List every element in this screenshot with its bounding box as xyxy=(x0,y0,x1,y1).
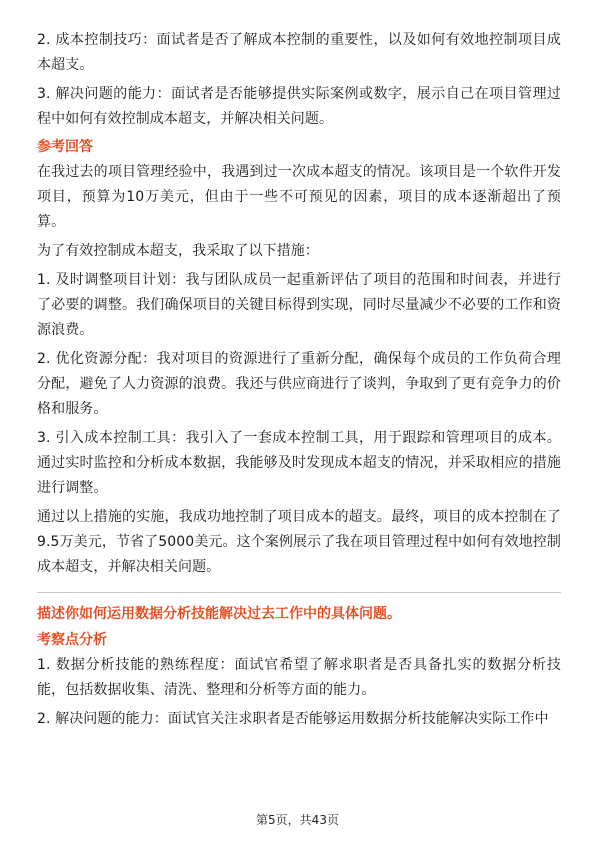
assessment-item-2: 2. 成本控制技巧：面试者是否了解成本控制的重要性，以及如何有效地控制项目成本超支。 xyxy=(37,32,561,73)
answer-measure-2: 2. 优化资源分配：我对项目的资源进行了重新分配，确保每个成员的工作负荷合理分配，避免了人力资源的浪费。我还与供应商进行了谈判，争取到了更有竞争力的价格和服务。 xyxy=(37,351,561,417)
analysis-item-1: 1. 数据分析技能的熟练程度：面试官希望了解求职者是否具备扎实的数据分析技能，包括数据收集、清洗、整理和分析等方面的能力。 xyxy=(37,657,561,698)
question-title: 描述你如何运用数据分析技能解决过去工作中的具体问题。 xyxy=(37,606,401,622)
answer-measure-1: 1. 及时调整项目计划：我与团队成员一起重新评估了项目的范围和时间表，并进行了必要的调整。我们确保项目的关键目标得到实现，同时尽量减少不必要的工作和资源浪费。 xyxy=(37,272,561,338)
assessment-item-3: 3. 解决问题的能力：面试者是否能够提供实际案例或数字，展示自己在项目管理过程中如何有效控制成本超支，并解决相关问题。 xyxy=(37,86,561,127)
answer-conclusion: 通过以上措施的实施，我成功地控制了项目成本的超支。最终，项目的成本控制在了9.5万美元，节省了5000美元。这个案例展示了我在项目管理过程中如何有效地控制成本超支，并解决相关问题。 xyxy=(37,509,561,575)
page-content xyxy=(37,28,561,736)
reference-answer-heading: 参考回答 xyxy=(37,139,93,155)
answer-measure-3: 3. 引入成本控制工具：我引入了一套成本控制工具，用于跟踪和管理项目的成本。通过实时监控和分析成本数据，我能够及时发现成本超支的情况，并采取相应的措施进行调整。 xyxy=(37,430,561,496)
section-divider xyxy=(37,592,561,593)
answer-intro: 在我过去的项目管理经验中，我遇到过一次成本超支的情况。该项目是一个软件开发项目，预算为10万美元，但由于一些不可预见的因素，项目的成本逐渐超出了预算。 xyxy=(37,164,561,230)
page-number: 第5页，共43页 xyxy=(256,813,339,827)
analysis-heading: 考察点分析 xyxy=(37,632,107,648)
analysis-item-2: 2. 解决问题的能力：面试官关注求职者是否能够运用数据分析技能解决实际工作中 xyxy=(37,711,549,727)
answer-measures-lead: 为了有效控制成本超支，我采取了以下措施： xyxy=(37,243,319,259)
